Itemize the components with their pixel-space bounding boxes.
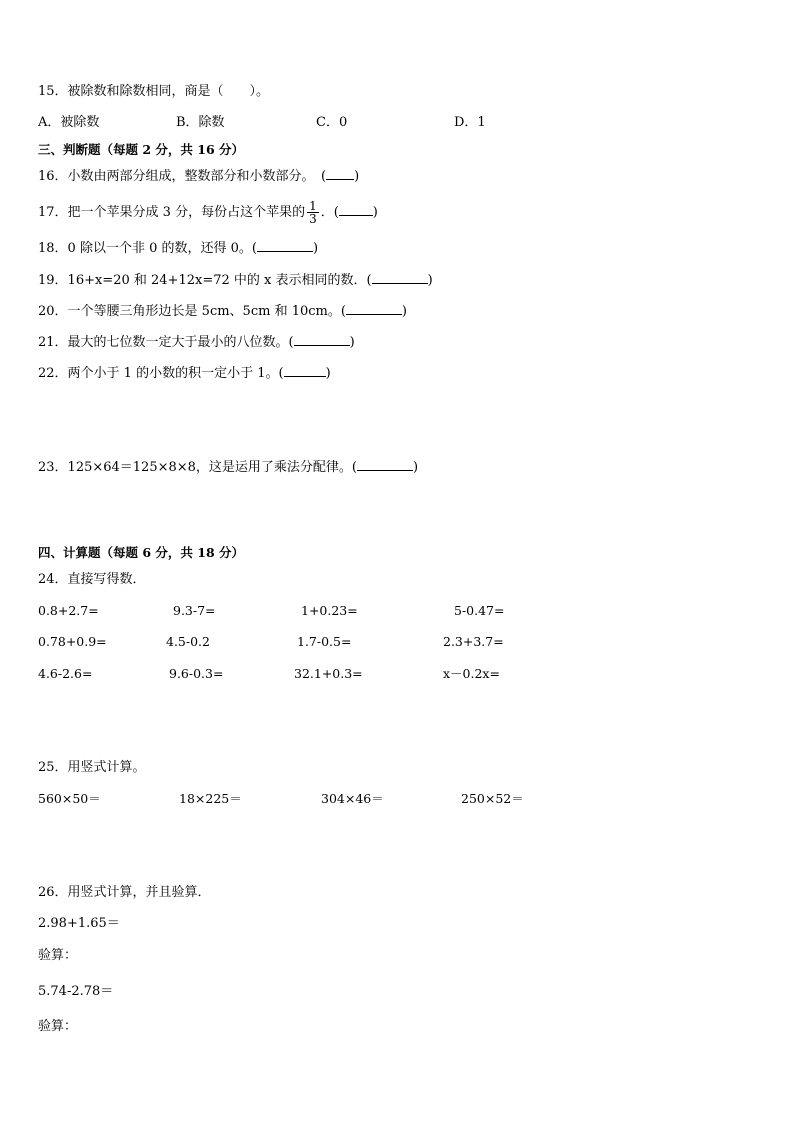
q26-check-label-1: 验算： — [38, 948, 78, 963]
question-15-stem: 15．被除数和除数相同，商是（ ）。 — [38, 84, 270, 99]
q15-option-b: B．除数 — [176, 115, 225, 130]
question-20-close: ) — [401, 304, 407, 319]
question-19 — [38, 271, 433, 289]
question-21-text: 21．最大的七位数一定大于最小的八位数。( — [38, 335, 294, 350]
q26-expression-2: 5.74-2.78＝ — [38, 984, 114, 999]
calc-item: 1.7-0.5= — [297, 634, 352, 649]
answer-blank[interactable] — [372, 271, 428, 284]
fraction-denominator: 3 — [309, 212, 317, 226]
question-24-stem: 24．直接写得数． — [38, 572, 146, 587]
calc-item: x－0.2x= — [443, 666, 500, 681]
q15-option-c: C．0 — [316, 115, 348, 130]
question-17-after: ．( — [320, 205, 339, 220]
question-21-close: ) — [349, 335, 355, 350]
q15-option-a: A．被除数 — [38, 115, 100, 130]
calc-item: 32.1+0.3= — [294, 666, 363, 681]
calc-item: 0.8+2.7= — [38, 603, 99, 618]
section-3-title: 三、判断题（每题 2 分，共 16 分） — [38, 142, 245, 157]
answer-blank[interactable] — [326, 167, 354, 180]
question-18-text: 18．0 除以一个非 0 的数，还得 0。( — [38, 241, 257, 256]
vertical-calc-item: 250×52＝ — [461, 791, 524, 806]
question-18-close: ) — [312, 241, 319, 256]
vertical-calc-item: 560×50＝ — [38, 791, 101, 806]
calc-item: 2.3+3.7= — [443, 634, 504, 649]
vertical-calc-item: 18×225＝ — [179, 791, 242, 806]
question-22-close: ) — [325, 366, 331, 381]
calc-item: 9.3-7= — [173, 603, 216, 618]
question-21 — [38, 333, 355, 351]
question-22-text: 22．两个小于 1 的小数的积一定小于 1。( — [38, 366, 284, 381]
question-18 — [38, 239, 318, 257]
fraction-one-third — [307, 200, 319, 225]
q26-expression-1: 2.98+1.65＝ — [38, 916, 120, 931]
question-17 — [38, 200, 378, 225]
answer-blank[interactable] — [294, 333, 350, 346]
q15-option-d: D．1 — [454, 115, 486, 130]
question-19-text: 19．16+x=20 和 24+12x=72 中的 x 表示相同的数．( — [38, 273, 372, 288]
calc-item: 4.6-2.6= — [38, 666, 93, 681]
q26-check-label-2: 验算： — [38, 1019, 78, 1034]
vertical-calc-item: 304×46＝ — [321, 791, 384, 806]
section-4-title: 四、计算题（每题 6 分，共 18 分） — [38, 545, 245, 560]
fraction-numerator: 1 — [309, 199, 317, 213]
calc-item: 9.6-0.3= — [169, 666, 224, 681]
question-26-stem: 26．用竖式计算，并且验算． — [38, 885, 211, 900]
answer-blank[interactable] — [257, 239, 313, 252]
answer-blank[interactable] — [346, 302, 402, 315]
question-17-close: ) — [372, 205, 378, 220]
question-17-text: 17．把一个苹果分成 3 分，每份占这个苹果的 — [38, 205, 306, 220]
question-16-text: 16．小数由两部分组成，整数部分和小数部分。 ( — [38, 169, 327, 184]
question-16 — [38, 167, 359, 185]
calc-item: 5-0.47= — [454, 603, 505, 618]
answer-blank[interactable] — [339, 203, 373, 216]
question-20 — [38, 302, 407, 320]
calc-item: 1+0.23= — [301, 603, 358, 618]
question-19-close: ) — [427, 273, 433, 288]
question-16-close: ) — [354, 169, 360, 184]
question-20-text: 20．一个等腰三角形边长是 5cm、5cm 和 10cm。( — [38, 304, 346, 319]
question-23-close: ) — [413, 460, 419, 475]
question-23 — [38, 458, 418, 476]
answer-blank[interactable] — [284, 364, 326, 377]
question-23-text: 23．125×64＝125×8×8，这是运用了乘法分配律。( — [38, 460, 358, 475]
answer-blank[interactable] — [357, 458, 413, 471]
calc-item: 4.5-0.2 — [166, 634, 210, 649]
calc-item: 0.78+0.9= — [38, 634, 107, 649]
question-22 — [38, 364, 331, 382]
question-25-stem: 25．用竖式计算。 — [38, 760, 146, 775]
